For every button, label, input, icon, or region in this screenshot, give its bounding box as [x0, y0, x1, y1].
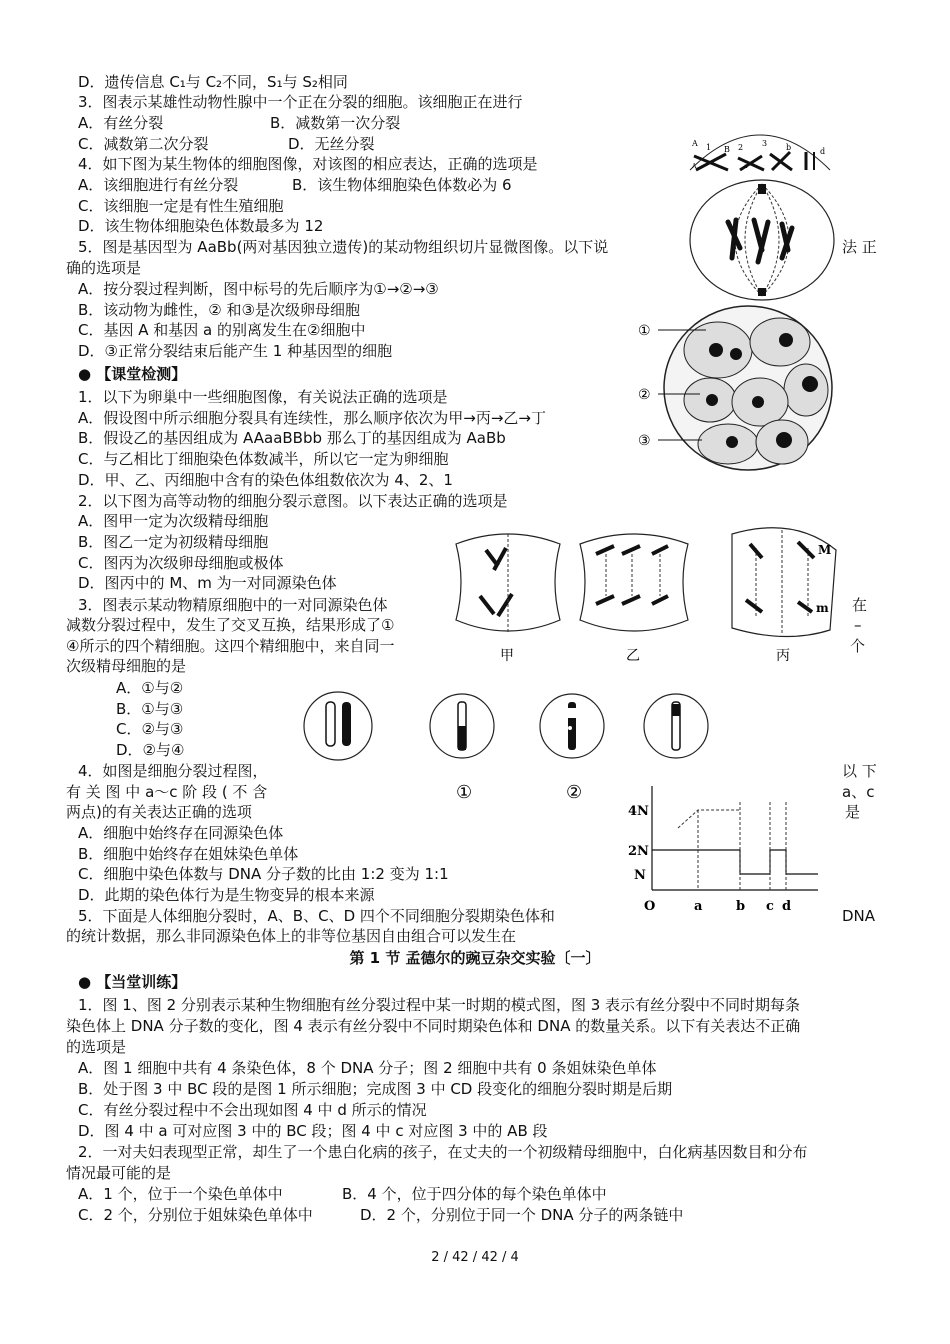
- chromosome-strip-figure: [688, 130, 834, 172]
- tr-q1-stem: 1．图 1、图 2 分别表示某种生物细胞有丝分裂过程中某一时期的模式图，图 3 表示有丝分裂中不同时期每条: [78, 996, 801, 1014]
- chrom-label: B: [724, 145, 730, 154]
- page-number: 2 / 42 / 42 / 4: [431, 1250, 519, 1265]
- ct-q2-option-b: B．图乙一定为初级精母细胞: [78, 533, 269, 551]
- q5-stem-tail: 法 正: [842, 238, 877, 256]
- tr-q2-option-b: B．4 个，位于四分体的每个染色单体中: [342, 1185, 607, 1203]
- cell-label-1: ①: [638, 323, 651, 339]
- ct-q4-stem-cont1: 有 关 图 中 a～c 阶 段 ( 不 含: [66, 783, 268, 801]
- ct-q4-stem: 4．如图是细胞分裂过程图，: [78, 762, 268, 780]
- ct-q4-option-a: A．细胞中始终存在同源染色体: [78, 824, 284, 842]
- section-heading-classroom-test: ● 【课堂检测】: [78, 365, 187, 383]
- q4-option-b: B．该生物体细胞染色体数必为 6: [292, 176, 512, 194]
- q3-option-d: D．无丝分裂: [288, 135, 375, 153]
- tr-q2-stem-cont: 情况最可能的是: [66, 1164, 172, 1182]
- ct-q5-stem-tail: DNA: [842, 907, 876, 925]
- q5-option-a: A．按分裂过程判断，图中标号的先后顺序为①→②→③: [78, 280, 439, 298]
- ct-q4-option-b: B．细胞中始终存在姐妹染色单体: [78, 845, 299, 863]
- chrom-label: b: [786, 143, 792, 152]
- chrom-label-1: ①: [456, 782, 473, 803]
- x-label-origin: O: [644, 899, 656, 914]
- x-label-d: d: [782, 899, 792, 914]
- ct-q2-stem: 2．以下图为高等动物的细胞分裂示意图。以下表达正确的选项是: [78, 492, 508, 510]
- chrom-label: 2: [738, 143, 744, 152]
- ct-q3-stem: 3．图表示某动物精原细胞中的一对同源染色体: [78, 596, 388, 614]
- chrom-label: A: [692, 139, 698, 148]
- ct-q4-stem-cont2: 两点)的有关表达正确的选项: [66, 803, 252, 821]
- chrom-label-2: ②: [566, 782, 583, 803]
- ct-q1-option-d: D．甲、乙、丙细胞中含有的染色体组数依次为 4、2、1: [78, 471, 453, 489]
- spindle-cell-figure: [688, 178, 836, 302]
- q4-stem: 4．如下图为某生物体的细胞图像，对该图的相应表达，正确的选项是: [78, 155, 538, 173]
- q4-option-a: A．该细胞进行有丝分裂: [78, 176, 239, 194]
- ct-q4-stem-tail2: a、c: [842, 783, 875, 801]
- tr-q2-stem: 2．一对夫妇表现型正常，却生了一个患白化病的孩子，在丈夫的一个初级精母细胞中，白化病基因数目和分布: [78, 1143, 808, 1161]
- ct-q1-option-a: A．假设图中所示细胞分裂具有连续性，那么顺序依次为甲→丙→乙→丁: [78, 409, 546, 427]
- q5-option-c: C．基因 A 和基因 a 的别离发生在②细胞中: [78, 321, 366, 339]
- ct-q4-option-d: D．此期的染色体行为是生物变异的根本来源: [78, 886, 375, 904]
- ct-q3-stem-cont1: 减数分裂过程中，发生了交叉互换，结果形成了①: [66, 616, 395, 634]
- ct-q1-option-c: C．与乙相比丁细胞染色体数减半，所以它一定为卵细胞: [78, 450, 449, 468]
- cell-name-jia: 甲: [500, 648, 514, 664]
- ct-q3-option-b: B．①与③: [116, 700, 184, 718]
- q4-option-c: C．该细胞一定是有性生殖细胞: [78, 197, 284, 215]
- tr-q1-stem-cont1: 染色体上 DNA 分子数的变化，图 4 表示有丝分裂中不同时期染色体和 DNA 的数量关系。以下有关表达不正确: [66, 1017, 801, 1035]
- chrom-label: a: [744, 163, 748, 170]
- ct-q1-stem: 1．以下为卵巢中一些细胞图像，有关说法正确的选项是: [78, 388, 448, 406]
- ct-q4-option-c: C．细胞中染色体数与 DNA 分子数的比由 1:2 变为 1:1: [78, 865, 449, 883]
- tr-q2-option-c: C．2 个，分别位于姐妹染色单体中: [78, 1206, 313, 1224]
- ct-q3-option-c: C．②与③: [116, 720, 184, 738]
- tr-q2-option-a: A．1 个，位于一个染色单体中: [78, 1185, 283, 1203]
- x-label-b: b: [736, 899, 746, 914]
- dna-content-graph: [628, 784, 828, 922]
- q4-option-d: D．该生物体细胞染色体数最多为 12: [78, 217, 324, 235]
- x-label-a: a: [694, 899, 703, 914]
- x-label-c: c: [766, 899, 774, 914]
- chrom-label: 3: [762, 139, 768, 148]
- cell-name-bing: 丙: [776, 648, 790, 664]
- q5-stem: 5．图是基因型为 AaBb(两对基因独立遗传)的某动物组织切片显微图像。以下说: [78, 238, 609, 256]
- chrom-label: 1: [706, 143, 712, 152]
- q2-option-d: D．遗传信息 C₁与 C₂不同，S₁与 S₂相同: [78, 73, 348, 91]
- section-title: 第 1 节 孟德尔的豌豆杂交实验〔一〕: [349, 949, 601, 967]
- tr-q1-option-d: D．图 4 中 a 可对应图 3 中的 BC 段；图 4 中 c 对应图 3 中的 AB 段: [78, 1122, 548, 1140]
- q5-option-b: B．该动物为雌性，② 和③是次级卵母细胞: [78, 301, 360, 319]
- ct-q3-option-a: A．①与②: [116, 679, 184, 697]
- ct-q3-stem-tail3: 个: [850, 637, 866, 655]
- cell-label-3: ③: [638, 433, 651, 449]
- y-label-n: N: [634, 868, 646, 883]
- tr-q2-option-d: D．2 个，分别位于同一个 DNA 分子的两条链中: [360, 1206, 684, 1224]
- q5-stem-cont: 确的选项是: [66, 259, 142, 277]
- chromosome-m-label: m: [816, 601, 829, 615]
- tr-q1-option-a: A．图 1 细胞中共有 4 条染色体，8 个 DNA 分子；图 2 细胞中共有 0 条姐妹染色单体: [78, 1059, 657, 1077]
- y-label-4n: 4N: [628, 804, 649, 819]
- q5-option-d: D．③正常分裂结束后能产生 1 种基因型的细胞: [78, 342, 393, 360]
- ct-q5-stem: 5．下面是人体细胞分裂时，A、B、C、D 四个不同细胞分裂期染色体和: [78, 907, 555, 925]
- ct-q3-stem-tail1: 在: [852, 596, 868, 614]
- dividing-cells-figure: [446, 524, 840, 684]
- ct-q5-stem-cont: 的统计数据，那么非同源染色体上的非等位基因自由组合可以发生在: [66, 927, 517, 945]
- q3-option-a: A．有丝分裂: [78, 114, 164, 132]
- q3-stem: 3．图表示某雄性动物性腺中一个正在分裂的细胞。该细胞正在进行: [78, 93, 523, 111]
- ct-q3-stem-cont3: 次级精母细胞的是: [66, 657, 187, 675]
- tissue-section-figure: [636, 304, 836, 474]
- ct-q3-stem-cont2: ④所示的四个精细胞。这四个精细胞中，来自同一: [66, 637, 395, 655]
- ct-q4-stem-tail3: 是: [845, 803, 861, 821]
- ct-q3-stem-tail2: –: [854, 616, 862, 634]
- cell-name-yi: 乙: [626, 648, 640, 664]
- cell-label-2: ②: [638, 387, 651, 403]
- section-heading-in-class-training: ● 【当堂训练】: [78, 973, 187, 991]
- y-label-2n: 2N: [628, 844, 649, 859]
- chromosome-M-label: M: [818, 543, 832, 557]
- ct-q3-option-d: D．②与④: [116, 741, 185, 759]
- ct-q1-option-b: B．假设乙的基因组成为 AAaaBBbb 那么丁的基因组成为 AaBb: [78, 429, 506, 447]
- q3-option-c: C．减数第二次分裂: [78, 135, 209, 153]
- tr-q1-option-c: C．有丝分裂过程中不会出现如图 4 中 d 所示的情况: [78, 1101, 427, 1119]
- ct-q2-option-d: D．图丙中的 M、m 为一对同源染色体: [78, 574, 337, 592]
- q3-option-b: B．减数第一次分裂: [270, 114, 401, 132]
- tr-q1-stem-cont2: 的选项是: [66, 1038, 127, 1056]
- ct-q4-stem-tail1: 以 下: [842, 762, 877, 780]
- ct-q2-option-a: A．图甲一定为次级精母细胞: [78, 512, 269, 530]
- tr-q1-option-b: B．处于图 3 中 BC 段的是图 1 所示细胞；完成图 3 中 CD 段变化的细胞分裂时期是后期: [78, 1080, 673, 1098]
- chrom-label: d: [820, 147, 826, 156]
- ct-q2-option-c: C．图丙为次级卵母细胞或极体: [78, 554, 284, 572]
- chrom-label: A: [692, 163, 697, 170]
